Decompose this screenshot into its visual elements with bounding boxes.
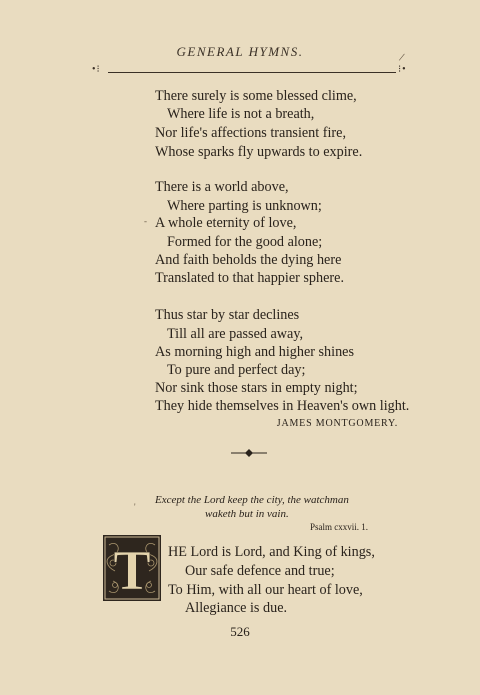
poem-line: To Him, with all our heart of love, bbox=[168, 582, 363, 598]
poem-line: Whose sparks fly upwards to expire. bbox=[155, 144, 363, 160]
section-divider-ornament bbox=[231, 448, 267, 458]
poem-line: As morning high and higher shines bbox=[155, 344, 354, 360]
rule-ornament-left: •⁝ bbox=[92, 64, 101, 75]
page-number: 526 bbox=[230, 624, 250, 639]
poem-line: Our safe defence and true; bbox=[185, 563, 335, 579]
drop-cap-letter: T bbox=[113, 540, 151, 601]
ornamental-drop-cap bbox=[103, 535, 161, 601]
author-attribution: JAMES MONTGOMERY. bbox=[276, 418, 398, 429]
poem-line: To pure and perfect day; bbox=[167, 362, 306, 378]
epigraph-line: waketh but in vain. bbox=[205, 508, 289, 520]
poem-line: Thus star by star declines bbox=[155, 307, 300, 323]
poem-line: A whole eternity of love, bbox=[155, 215, 297, 231]
header-rule bbox=[108, 72, 396, 73]
poem-line: Formed for the good alone; bbox=[167, 234, 323, 250]
stray-mark: - bbox=[144, 216, 147, 226]
poem-line: Allegiance is due. bbox=[185, 600, 288, 616]
poem-line: HE Lord is Lord, and King of kings, bbox=[168, 544, 375, 560]
poem-line: Nor sink those stars in empty night; bbox=[155, 380, 358, 396]
poem-line: There surely is some blessed clime, bbox=[155, 88, 357, 104]
poem-line: Where life is not a breath, bbox=[167, 106, 315, 122]
poem-line: And faith beholds the dying here bbox=[155, 252, 342, 268]
stray-mark: ' bbox=[134, 502, 136, 512]
poem-line: They hide themselves in Heaven's own light. bbox=[155, 398, 410, 414]
poem-line: Where parting is unknown; bbox=[167, 198, 322, 214]
epigraph-line: Except the Lord keep the city, the watchman bbox=[155, 494, 349, 506]
pencil-tick-mark: / bbox=[397, 49, 406, 65]
scripture-reference: Psalm cxxvii. 1. bbox=[310, 522, 368, 532]
drop-cap-ornament-icon bbox=[103, 535, 161, 601]
rule-ornament-right: ⁝• bbox=[398, 64, 407, 75]
running-title: GENERAL HYMNS. bbox=[176, 44, 304, 59]
poem-line: Translated to that happier sphere. bbox=[155, 270, 344, 286]
poem-line: There is a world above, bbox=[155, 179, 289, 195]
poem-line: Nor life's affections transient fire, bbox=[155, 125, 346, 141]
poem-line: Till all are passed away, bbox=[167, 326, 304, 342]
